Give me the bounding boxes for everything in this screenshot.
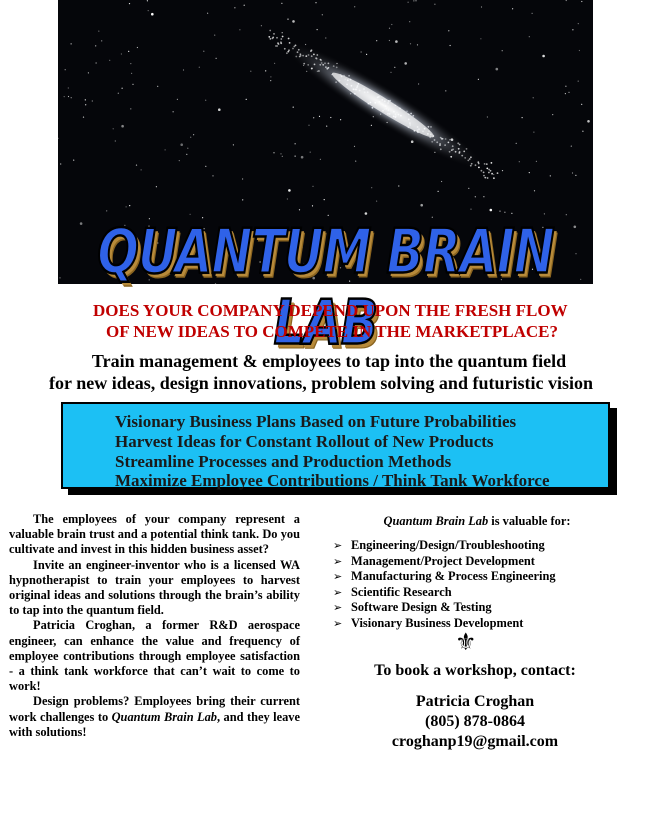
body-text: , and they leave with solutions! (9, 709, 300, 739)
hero-title: QUANTUM BRAIN LAB (97, 216, 554, 359)
highlight-item: Harvest Ideas for Constant Rollout of New Products (115, 432, 494, 451)
arrowhead-bullet-icon: ➢ (333, 539, 343, 552)
body-paragraph (9, 694, 300, 740)
highlight-item: Streamline Processes and Production Methods (115, 452, 452, 471)
headline-line-1: DOES YOUR COMPANY DEPEND UPON THE FRESH FLOW (93, 301, 568, 320)
list-item (333, 616, 556, 632)
list-item-label: Visionary Business Development (351, 615, 524, 630)
highlight-item: Maximize Employee Contributions / Think Tank Workforce (115, 471, 550, 490)
list-item-label: Management/Project Development (351, 553, 535, 568)
arrowhead-bullet-icon: ➢ (333, 554, 343, 568)
valuable-for-text: is valuable for: (488, 514, 571, 528)
arrowhead-bullet-icon: ➢ (333, 570, 343, 584)
contact-name: Patricia Croghan (415, 693, 535, 710)
list-item (333, 600, 556, 616)
body-text-column (9, 512, 300, 740)
company-name-emphasis: Quantum Brain Lab (383, 514, 489, 528)
list-item-label: Software Design & Testing (351, 600, 492, 615)
list-item (333, 554, 556, 570)
body-paragraph: The employees of your company represent a valuable brain trust and a potential think tank. Do you cultivate and invest in this hidden business asset? (9, 512, 300, 557)
valuable-for-heading (332, 514, 622, 529)
company-name-emphasis: Quantum Brain Lab (111, 709, 217, 724)
list-item-label: Manufacturing & Process Engineering (351, 569, 556, 584)
arrowhead-bullet-icon: ➢ (333, 616, 343, 630)
list-item (333, 538, 556, 554)
contact-phone: (805) 878-0864 (425, 713, 525, 730)
list-item (333, 569, 556, 585)
list-item-label: Scientific Research (351, 584, 452, 599)
list-item (333, 585, 556, 601)
body-text: Design problems? Employees bring their current work challenges to (9, 694, 300, 724)
services-list (333, 538, 556, 632)
body-paragraph: Patricia Croghan, a former R&D aerospace engineer, can enhance the value and frequency of employee contributions through employee satisfaction - a think tank workforce that can’t wait to come to work! (9, 618, 300, 694)
fleur-de-lis-icon: ⚜ (455, 628, 477, 656)
subheadline-line-2: for new ideas, design innovations, problem solving and futuristic vision (49, 373, 593, 393)
subheadline-line-1: Train management & employees to tap into the quantum field (91, 351, 567, 371)
arrowhead-bullet-icon: ➢ (333, 585, 343, 599)
arrowhead-bullet-icon: ➢ (333, 601, 343, 615)
headline-line-2: OF NEW IDEAS TO COMPETE IN THE MARKETPLACE? (106, 322, 558, 341)
body-paragraph: Invite an engineer-inventor who is a licensed WA hypnotherapist to train your employees to harvest original ideas and solutions through the brain’s ability to tap into the quantum field. (9, 557, 300, 618)
highlight-item: Visionary Business Plans Based on Future Probabilities (115, 412, 517, 431)
contact-cta: To book a workshop, contact: (374, 662, 576, 679)
list-item-label: Engineering/Design/Troubleshooting (351, 538, 545, 552)
contact-email[interactable]: croghanp19@gmail.com (391, 733, 559, 750)
highlight-box (61, 402, 610, 489)
